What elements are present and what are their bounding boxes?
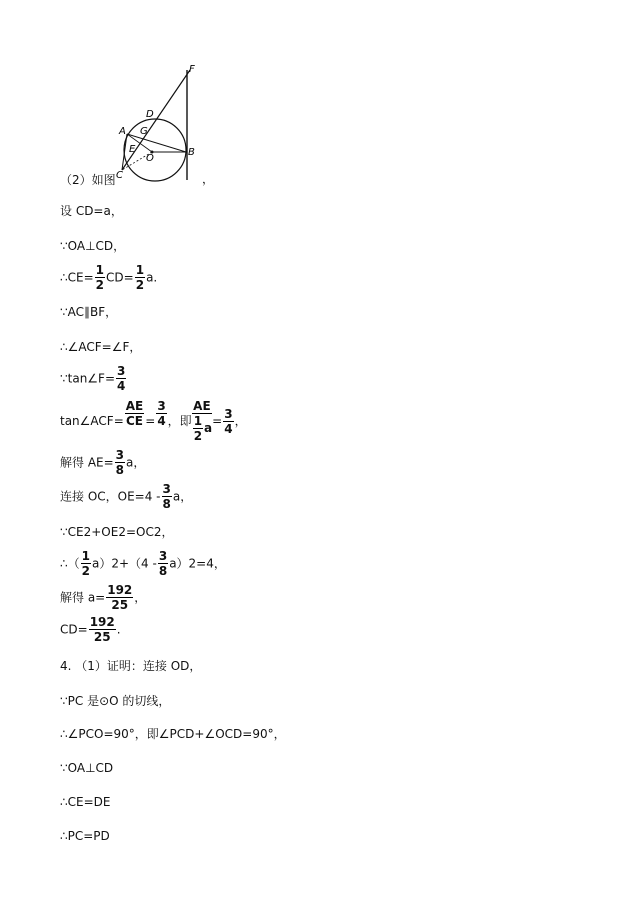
line-3: ∵OA⊥CD， xyxy=(60,239,126,253)
line-10: 连接 OC，OE=4 - $\frac{3}{8}$ a， xyxy=(60,482,193,511)
line-1: （2）如图 xyxy=(60,173,116,187)
line-11: ∵CE2+OE2=OC2， xyxy=(60,525,174,539)
fraction: $\frac{1}{2}$ xyxy=(135,263,145,292)
line-20: ∴PC=PD xyxy=(60,829,110,843)
label-d: D xyxy=(146,109,154,120)
line-5: ∵AC∥BF， xyxy=(60,305,118,319)
compound-fraction: AE $\frac{1}{2}$ a xyxy=(193,399,213,443)
line-12: ∴（ $\frac{1}{2}$ a）2+（4 - $\frac{3}{8}$ a）2=4， xyxy=(60,549,226,578)
line-18: ∵OA⊥CD xyxy=(60,761,114,775)
label-c: C xyxy=(116,170,123,181)
geometry-figure xyxy=(110,60,220,185)
fraction: $\frac{3}{8}$ xyxy=(158,549,168,578)
fraction: $\frac{3}{4}$ xyxy=(157,398,166,428)
line-14: CD= $\frac{192}{25}$ . xyxy=(60,615,121,644)
fraction: $\frac{192}{25}$ xyxy=(107,583,133,612)
line-7: ∵tan∠F= $\frac{3}{4}$ xyxy=(60,364,126,393)
fraction: $\frac{1}{2}$ xyxy=(95,263,105,292)
fraction: $\frac{AE}{CE}$ xyxy=(125,398,144,428)
fraction: $\frac{192}{25}$ xyxy=(89,615,115,644)
line-1-comma: ， xyxy=(202,172,215,186)
label-e: E xyxy=(129,144,136,155)
label-b: B xyxy=(188,147,195,158)
line-19: ∴CE=DE xyxy=(60,795,111,809)
line-9: 解得 AE= $\frac{3}{8}$ a， xyxy=(60,448,146,477)
line-17: ∴∠PCO=90°，即∠PCD+∠OCD=90°， xyxy=(60,727,286,741)
fraction: $\frac{3}{8}$ xyxy=(162,482,171,511)
fraction: $\frac{3}{4}$ xyxy=(224,406,233,436)
line-cf xyxy=(122,70,190,170)
label-g: G xyxy=(140,126,148,137)
line-15: 4. （1）证明：连接 OD， xyxy=(60,659,202,673)
fraction: $\frac{3}{8}$ xyxy=(115,448,125,477)
fraction: $\frac{3}{4}$ xyxy=(117,364,126,393)
label-a: A xyxy=(119,126,126,137)
line-2: 设 CD=a， xyxy=(60,204,123,218)
line-8: tan∠ACF= $\frac{AE}{CE}$ = $\frac{3}{4}$ ，即 AE $\frac{1}{2}$ a= $\frac{3}{4}$ ， xyxy=(60,398,247,443)
label-o: O xyxy=(146,153,154,164)
fraction: $\frac{1}{2}$ xyxy=(193,414,203,443)
fraction: $\frac{1}{2}$ xyxy=(81,549,90,578)
label-f: F xyxy=(189,64,195,75)
line-6: ∴∠ACF=∠F， xyxy=(60,340,142,354)
line-13: 解得 a= $\frac{192}{25}$ ， xyxy=(60,583,147,612)
line-4: ∴CE= $\frac{1}{2}$ CD= $\frac{1}{2}$ a. xyxy=(60,263,158,292)
line-16: ∵PC 是⊙O 的切线， xyxy=(60,694,171,708)
